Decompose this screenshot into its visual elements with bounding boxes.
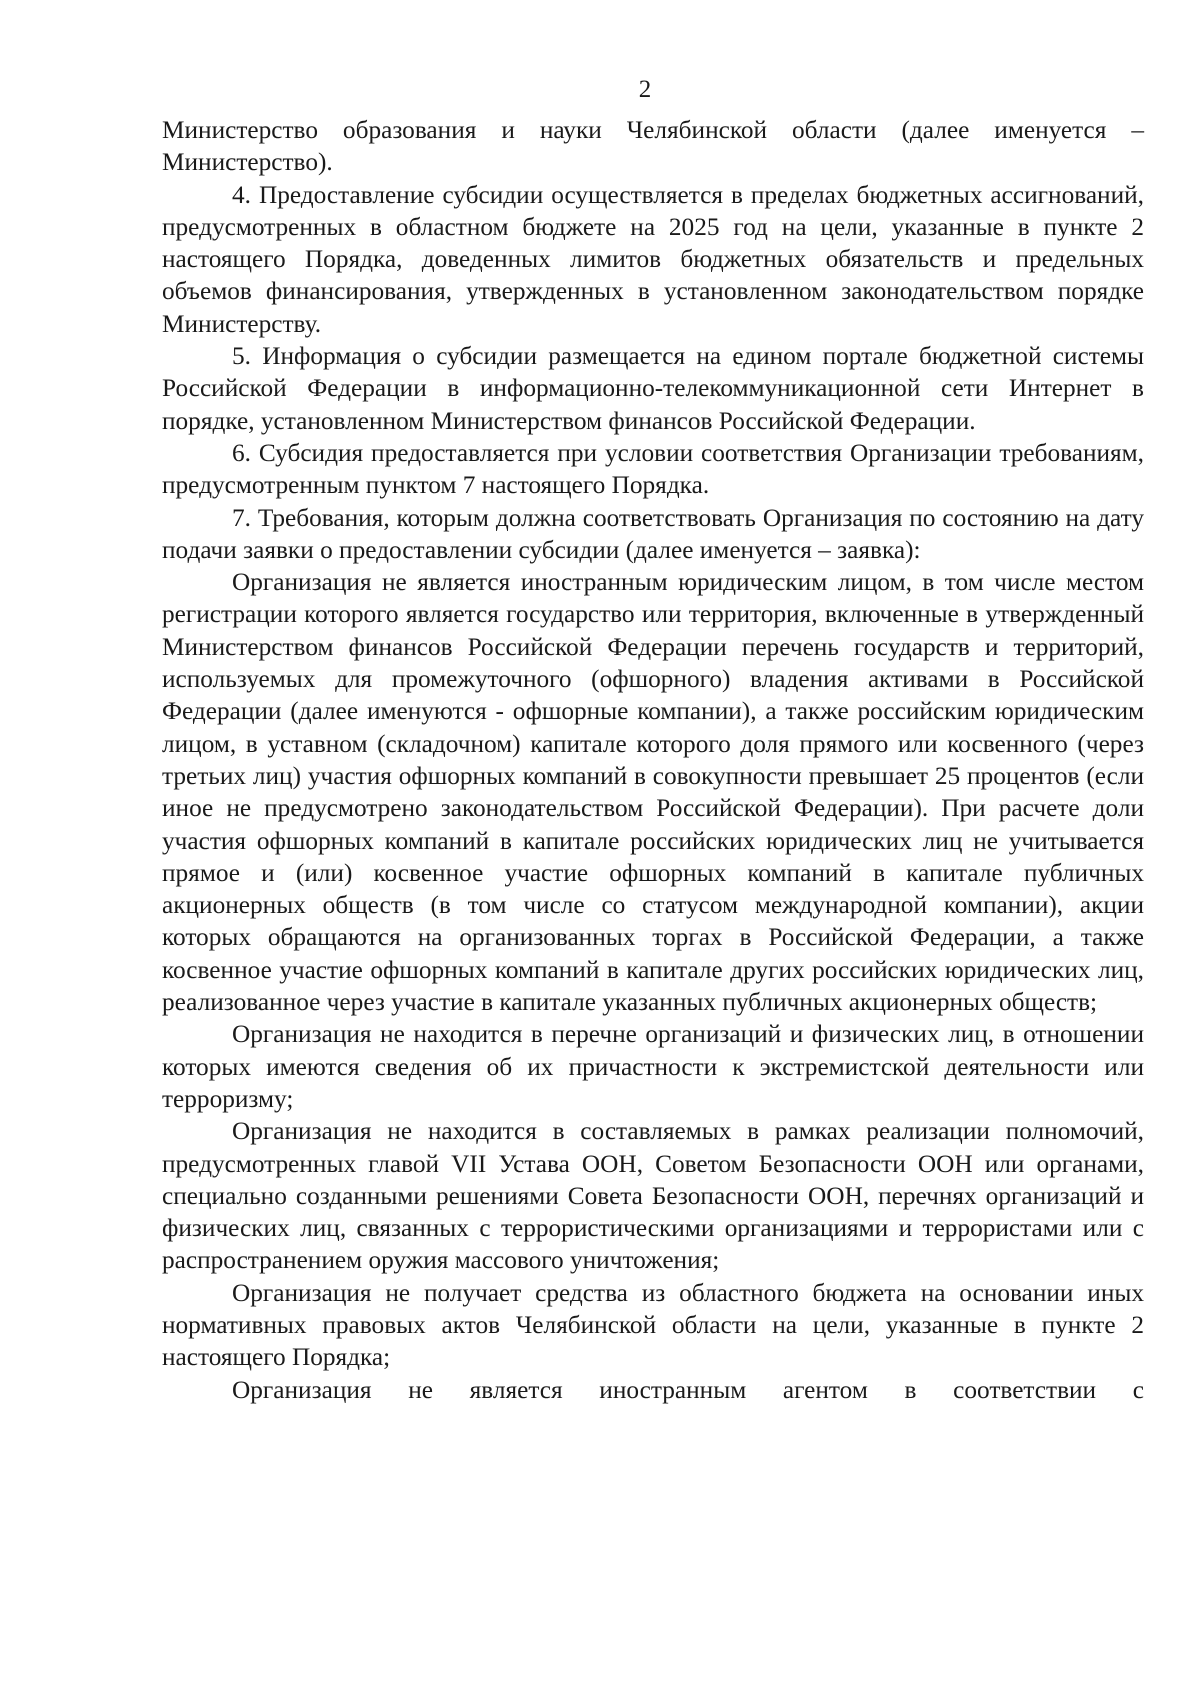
paragraph: 7. Требования, которым должна соответствовать Организация по состоянию на дату подачи заявки о предоставлении субсидии (далее именуется – заявка): [162, 503, 1144, 564]
paragraph: Организация не является иностранным юридическим лицом, в том числе местом регистрации которого является государство или территория, включенные в утвержденный Министерством финансов Российской Федерации перечень государств и территорий, используемых для промежуточного (офшорного) владения активами в Российской Федерации (далее именуются - офшорные компании), а также российским юридическим лицом, в уставном (складочном) капитале которого доля прямого или косвенного (через третьих лиц) участия офшорных компаний в совокупности превышает 25 процентов (если иное не предусмотрено законодательством Российской Федерации). При расчете доли участия офшорных компаний в капитале российских юридических лиц не учитывается прямое и (или) косвенное участие офшорных компаний в капитале публичных акционерных обществ (в том числе со статусом международной компании), акции которых обращаются на организованных торгах в Российской Федерации, а также косвенное участие офшорных компаний в капитале других российских юридических лиц, реализованное через участие в капитале указанных публичных акционерных обществ; [162, 568, 1144, 1017]
paragraph: 5. Информация о субсидии размещается на едином портале бюджетной системы Российской Федерации в информационно-телекоммуникационной сети Интернет в порядке, установленном Министерством финансов Российской Федерации. [162, 342, 1144, 435]
paragraph: Организация не находится в перечне организаций и физических лиц, в отношении которых имеются сведения об их причастности к экстремистской деятельности или терроризму; [162, 1020, 1144, 1113]
paragraph: 4. Предоставление субсидии осуществляется в пределах бюджетных ассигнований, предусмотренных в областном бюджете на 2025 год на цели, указанные в пункте 2 настоящего Порядка, доведенных лимитов бюджетных обязательств и предельных объемов финансирования, утвержденных в установленном законодательством порядке Министерству. [162, 180, 1144, 338]
paragraph: 6. Субсидия предоставляется при условии соответствия Организации требованиям, предусмотренным пунктом 7 настоящего Порядка. [162, 438, 1144, 500]
page-number: 2 [638, 76, 652, 103]
paragraph: Организация не находится в составляемых в рамках реализации полномочий, предусмотренных главой VII Устава ООН, Советом Безопасности ООН или органами, специально созданными решениями Совета Безопасности ООН, перечнях организаций и физических лиц, связанных с террористическими организациями и террористами или с распространением оружия массового уничтожения; [162, 1117, 1144, 1275]
paragraph: Организация не получает средства из областного бюджета на основании иных нормативных правовых актов Челябинской области на цели, указанные в пункте 2 настоящего Порядка; [162, 1278, 1144, 1372]
document-body [162, 114, 1144, 1406]
paragraph: Организация не является иностранным агентом в соответствии с [232, 1375, 1144, 1404]
paragraph: Министерство образования и науки Челябинской области (далее именуется – Министерство). [162, 116, 1144, 177]
